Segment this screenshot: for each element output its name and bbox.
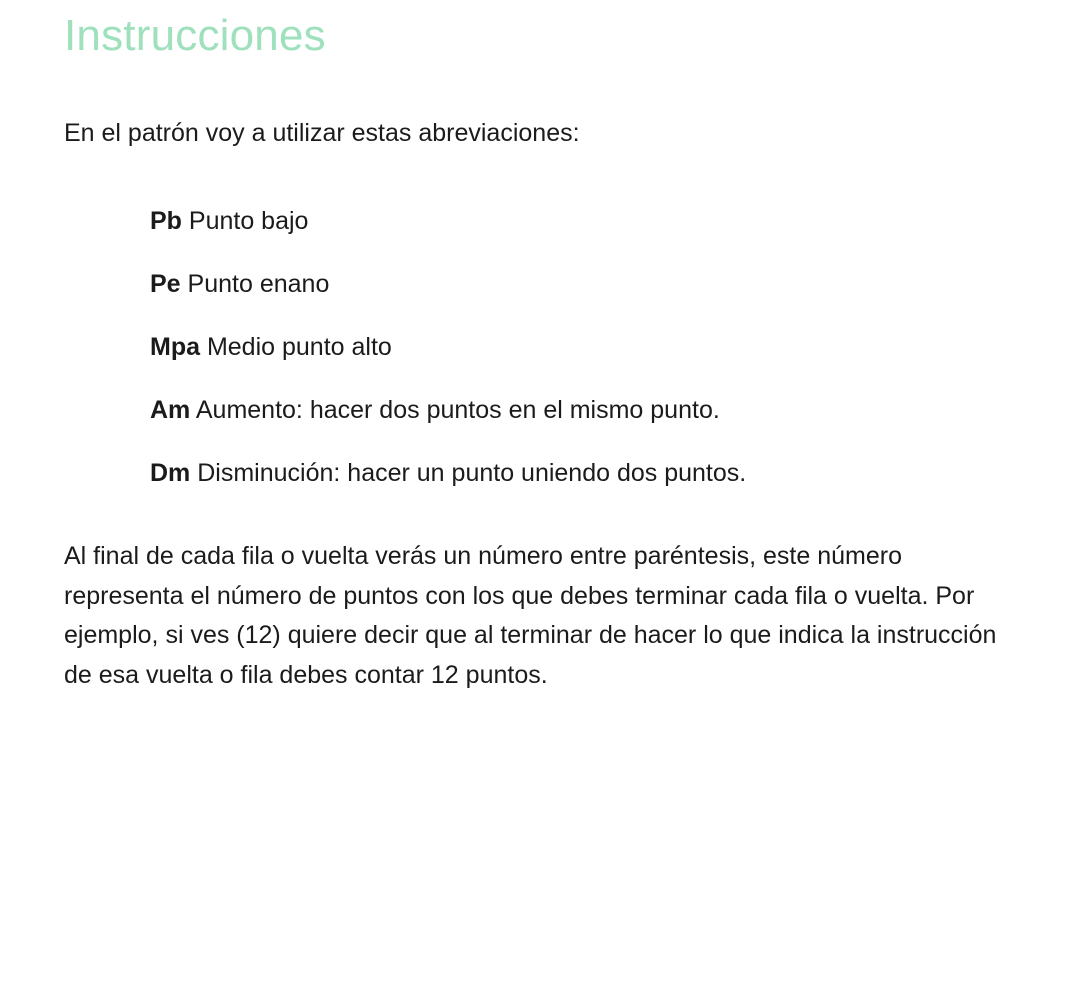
page-title: Instrucciones	[64, 11, 326, 60]
abbreviation-definition: Medio punto alto	[206, 333, 392, 362]
list-item	[64, 303, 910, 366]
list-item	[64, 429, 910, 492]
abbreviation-term: Mpa	[150, 333, 200, 362]
list-item	[64, 240, 910, 303]
abbreviations-list	[64, 151, 1016, 492]
abbreviation-term: Dm	[150, 459, 191, 488]
abbreviation-term: Pb	[150, 207, 182, 236]
abbreviation-term: Am	[150, 396, 191, 425]
closing-paragraph: Al final de cada fila o vuelta verás un número entre paréntesis, este número representa el número de puntos con los que debes terminar cada fila o vuelta. Por ejemplo, si ves (12) quiere decir que al terminar de hacer lo que indica la instrucción de esa vuelta o fila debes contar 12 puntos.	[64, 542, 997, 689]
list-item	[64, 151, 910, 240]
intro-paragraph: En el patrón voy a utilizar estas abreviaciones:	[64, 119, 580, 147]
abbreviation-term: Pe	[150, 270, 181, 299]
abbreviation-definition: Punto bajo	[188, 207, 309, 236]
abbreviation-definition: Disminución: hacer un punto uniendo dos puntos.	[197, 459, 747, 488]
abbreviation-definition: Aumento: hacer dos puntos en el mismo punto.	[195, 396, 720, 425]
list-item	[64, 366, 910, 429]
abbreviation-definition: Punto enano	[187, 270, 330, 299]
